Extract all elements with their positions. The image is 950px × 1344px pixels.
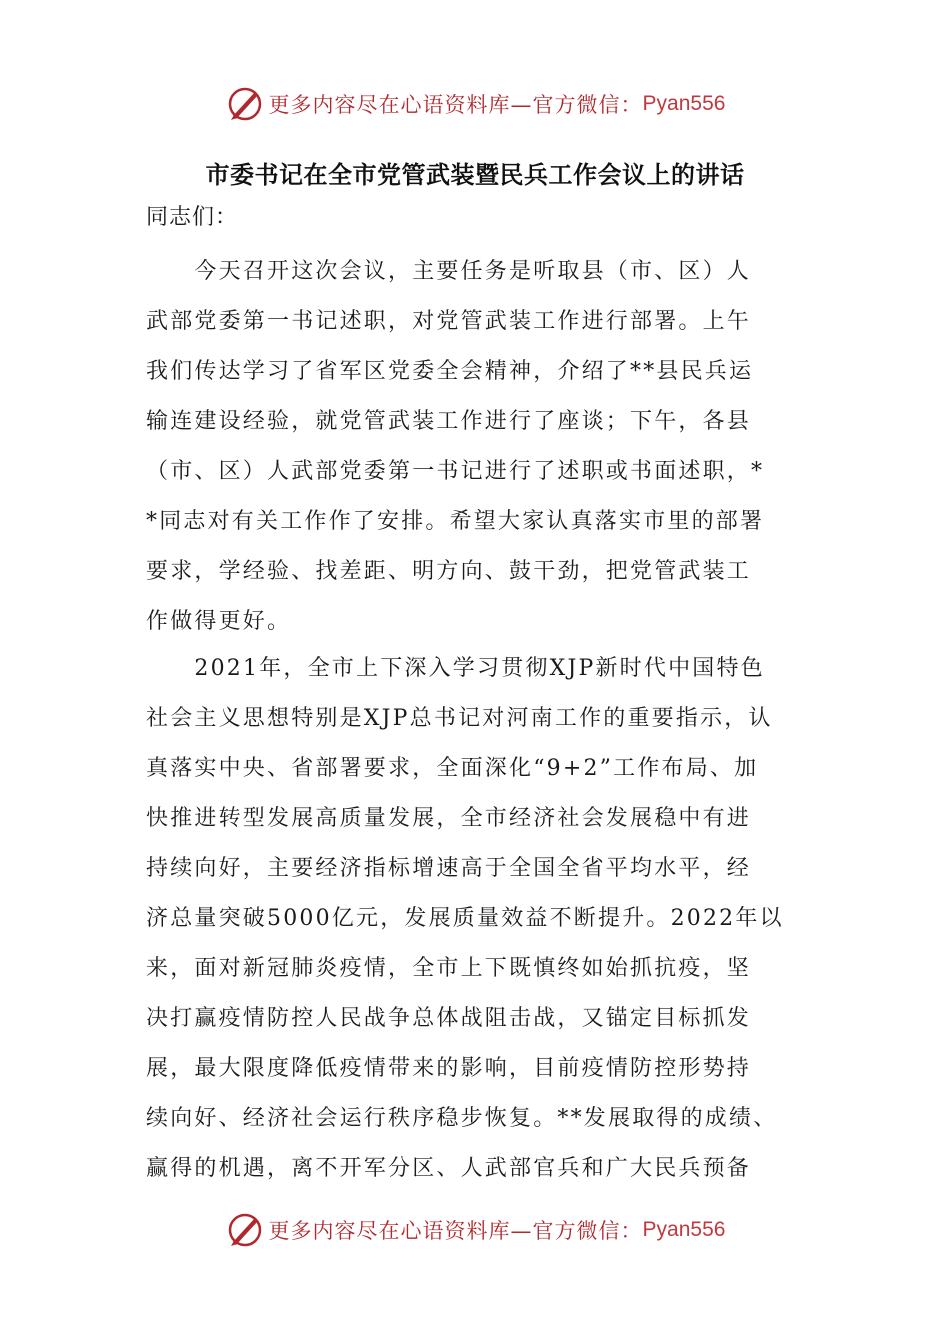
document-title: 市委书记在全市党管武装暨民兵工作会议上的讲话 [205,161,745,189]
salutation: 同志们： [146,205,239,230]
paragraph-line: 来，面对新冠肺炎疫情，全市上下既慎终如始抓抗疫，坚 [146,956,752,981]
paragraph-line: 持续向好，主要经济指标增速高于全国全省平均水平，经 [146,856,752,881]
paragraph-2 [146,644,784,1194]
paragraph-line: （市、区）人武部党委第一书记进行了述职或书面述职，* [146,459,765,484]
paragraph-line: *同志对有关工作作了安排。希望大家认真落实市里的部署 [146,509,765,534]
watermark-wechat-id: Pyan556 [642,1218,726,1241]
paragraph-line: 快推进转型发展高质量发展，全市经济社会发展稳中有进 [146,806,752,831]
paragraph-line: 作做得更好。 [146,609,292,634]
paragraph-line: 2021年，全市上下深入学习贯彻XJP新时代中国特色 [146,656,765,681]
paragraph-line: 输连建设经验，就党管武装工作进行了座谈；下午，各县 [146,409,752,434]
paragraph-line: 我们传达学习了省军区党委全会精神，介绍了**县民兵运 [146,359,754,384]
paragraph-line: 武部党委第一书记述职，对党管武装工作进行部署。上午 [146,309,752,334]
watermark-text: 更多内容尽在心语资料库—官方微信： [268,1219,643,1243]
paragraph-line: 要求，学经验、找差距、明方向、鼓干劲，把党管武装工 [146,559,752,584]
paragraph-line: 真落实中央、省部署要求，全面深化“9+2”工作布局、加 [146,756,759,781]
paragraph-line: 决打赢疫情防控人民战争总体战阻击战，又锚定目标抓发 [146,1006,752,1031]
paragraph-line: 今天召开这次会议，主要任务是听取县（市、区）人 [146,259,752,284]
watermark-text: 更多内容尽在心语资料库—官方微信： [268,93,643,117]
paragraph-line: 续向好、经济社会运行秩序稳步恢复。**发展取得的成绩、 [146,1106,778,1131]
watermark-banner-bottom [0,1208,950,1252]
paragraph-line: 济总量突破5000亿元，发展质量效益不断提升。2022年以 [146,906,784,931]
watermark-wechat-id: Pyan556 [642,92,726,115]
paragraph-1 [146,247,764,647]
pen-logo-icon [225,1210,265,1250]
paragraph-line: 展，最大限度降低疫情带来的影响，目前疫情防控形势持 [146,1056,752,1081]
pen-logo-icon [225,84,265,124]
paragraph-line: 赢得的机遇，离不开军分区、人武部官兵和广大民兵预备 [146,1156,752,1181]
paragraph-line: 社会主义思想特别是XJP总书记对河南工作的重要指示，认 [146,706,773,731]
watermark-banner-top [0,82,950,126]
